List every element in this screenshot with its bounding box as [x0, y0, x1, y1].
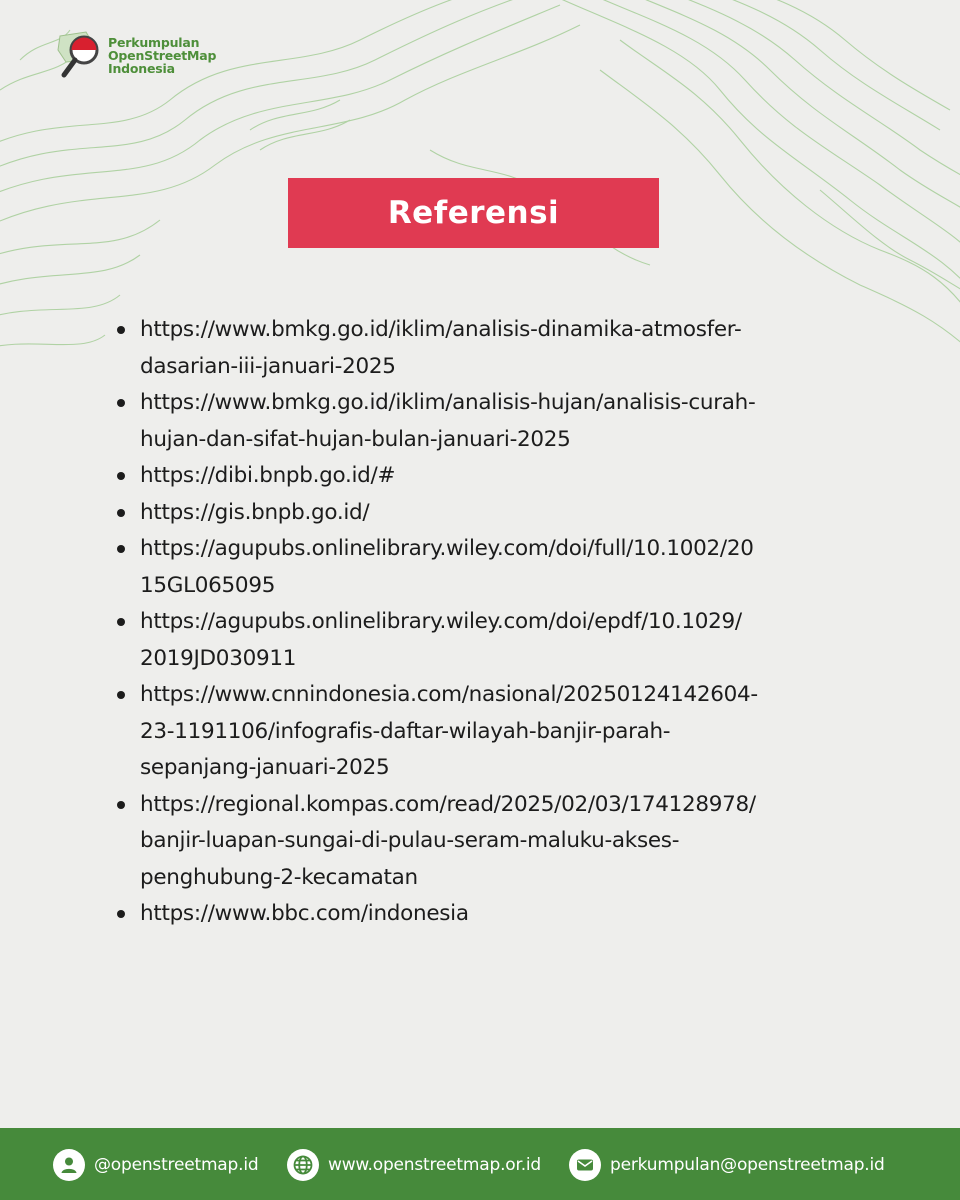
- reference-item[interactable]: [140, 604, 880, 677]
- reference-url-line[interactable]: penghubung-2-kecamatan: [140, 864, 418, 890]
- brand-name: [108, 36, 216, 75]
- bullet-icon: [117, 472, 125, 480]
- reference-url-line[interactable]: banjir-luapan-sungai-di-pulau-seram-maluku-akses-: [140, 828, 680, 853]
- bullet-icon: [117, 910, 125, 918]
- reference-url-line[interactable]: 23-1191106/infografis-daftar-wilayah-banjir-parah-: [140, 718, 671, 744]
- reference-url-line[interactable]: https://www.bbc.com/indonesia: [140, 901, 469, 926]
- brand-name-line-1: Perkumpulan: [108, 35, 200, 50]
- brand-name-line-3: Indonesia: [108, 61, 175, 76]
- mail-icon: [569, 1149, 601, 1181]
- reference-item[interactable]: [140, 677, 880, 787]
- bullet-icon: [117, 399, 125, 407]
- reference-url-line[interactable]: https://www.bmkg.go.id/iklim/analisis-hujan/analisis-curah-: [140, 390, 756, 415]
- reference-item[interactable]: [140, 312, 880, 385]
- reference-url-line[interactable]: https://agupubs.onlinelibrary.wiley.com/doi/epdf/10.1029/: [140, 609, 742, 634]
- bullet-icon: [117, 618, 125, 626]
- reference-url-line[interactable]: https://www.bmkg.go.id/iklim/analisis-dinamika-atmosfer-: [140, 317, 742, 342]
- brand-name-line-2: OpenStreetMap: [108, 48, 217, 63]
- reference-url-line[interactable]: https://agupubs.onlinelibrary.wiley.com/doi/full/10.1002/20: [140, 536, 754, 561]
- globe-icon: [287, 1149, 319, 1181]
- bullet-icon: [117, 691, 125, 699]
- magnifier-flag-icon: [56, 30, 112, 86]
- footer-bar: [0, 1128, 960, 1200]
- reference-item[interactable]: [140, 531, 880, 604]
- page-title: Referensi: [387, 195, 560, 231]
- reference-url-line[interactable]: 15GL065095: [140, 572, 276, 598]
- user-icon: [53, 1149, 85, 1181]
- footer-website[interactable]: [287, 1149, 541, 1181]
- reference-url-line[interactable]: https://dibi.bnpb.go.id/#: [140, 463, 396, 488]
- bullet-icon: [117, 801, 125, 809]
- reference-url-line[interactable]: https://gis.bnpb.go.id/: [140, 499, 370, 525]
- footer-social[interactable]: [53, 1149, 258, 1181]
- email-address[interactable]: perkumpulan@openstreetmap.id: [610, 1155, 885, 1175]
- social-handle[interactable]: @openstreetmap.id: [94, 1155, 259, 1175]
- bullet-icon: [117, 326, 125, 334]
- brand-logo: [56, 30, 256, 86]
- footer-email[interactable]: [569, 1149, 885, 1181]
- bullet-icon: [117, 545, 125, 553]
- reference-url-line[interactable]: sepanjang-januari-2025: [140, 755, 390, 780]
- reference-item[interactable]: [140, 896, 880, 933]
- reference-item[interactable]: [140, 495, 880, 532]
- reference-item[interactable]: [140, 458, 880, 495]
- reference-url-line[interactable]: 2019JD030911: [140, 645, 297, 671]
- website-link[interactable]: www.openstreetmap.or.id: [328, 1155, 542, 1175]
- reference-list: [140, 312, 880, 933]
- reference-item[interactable]: [140, 787, 880, 897]
- reference-item[interactable]: [140, 385, 880, 458]
- bullet-icon: [117, 509, 125, 517]
- reference-url-line[interactable]: https://regional.kompas.com/read/2025/02/03/174128978/: [140, 791, 756, 817]
- reference-url-line[interactable]: hujan-dan-sifat-hujan-bulan-januari-2025: [140, 426, 571, 452]
- reference-url-line[interactable]: https://www.cnnindonesia.com/nasional/20250124142604-: [140, 682, 758, 707]
- reference-url-line[interactable]: dasarian-iii-januari-2025: [140, 353, 396, 379]
- title-banner: [288, 178, 659, 248]
